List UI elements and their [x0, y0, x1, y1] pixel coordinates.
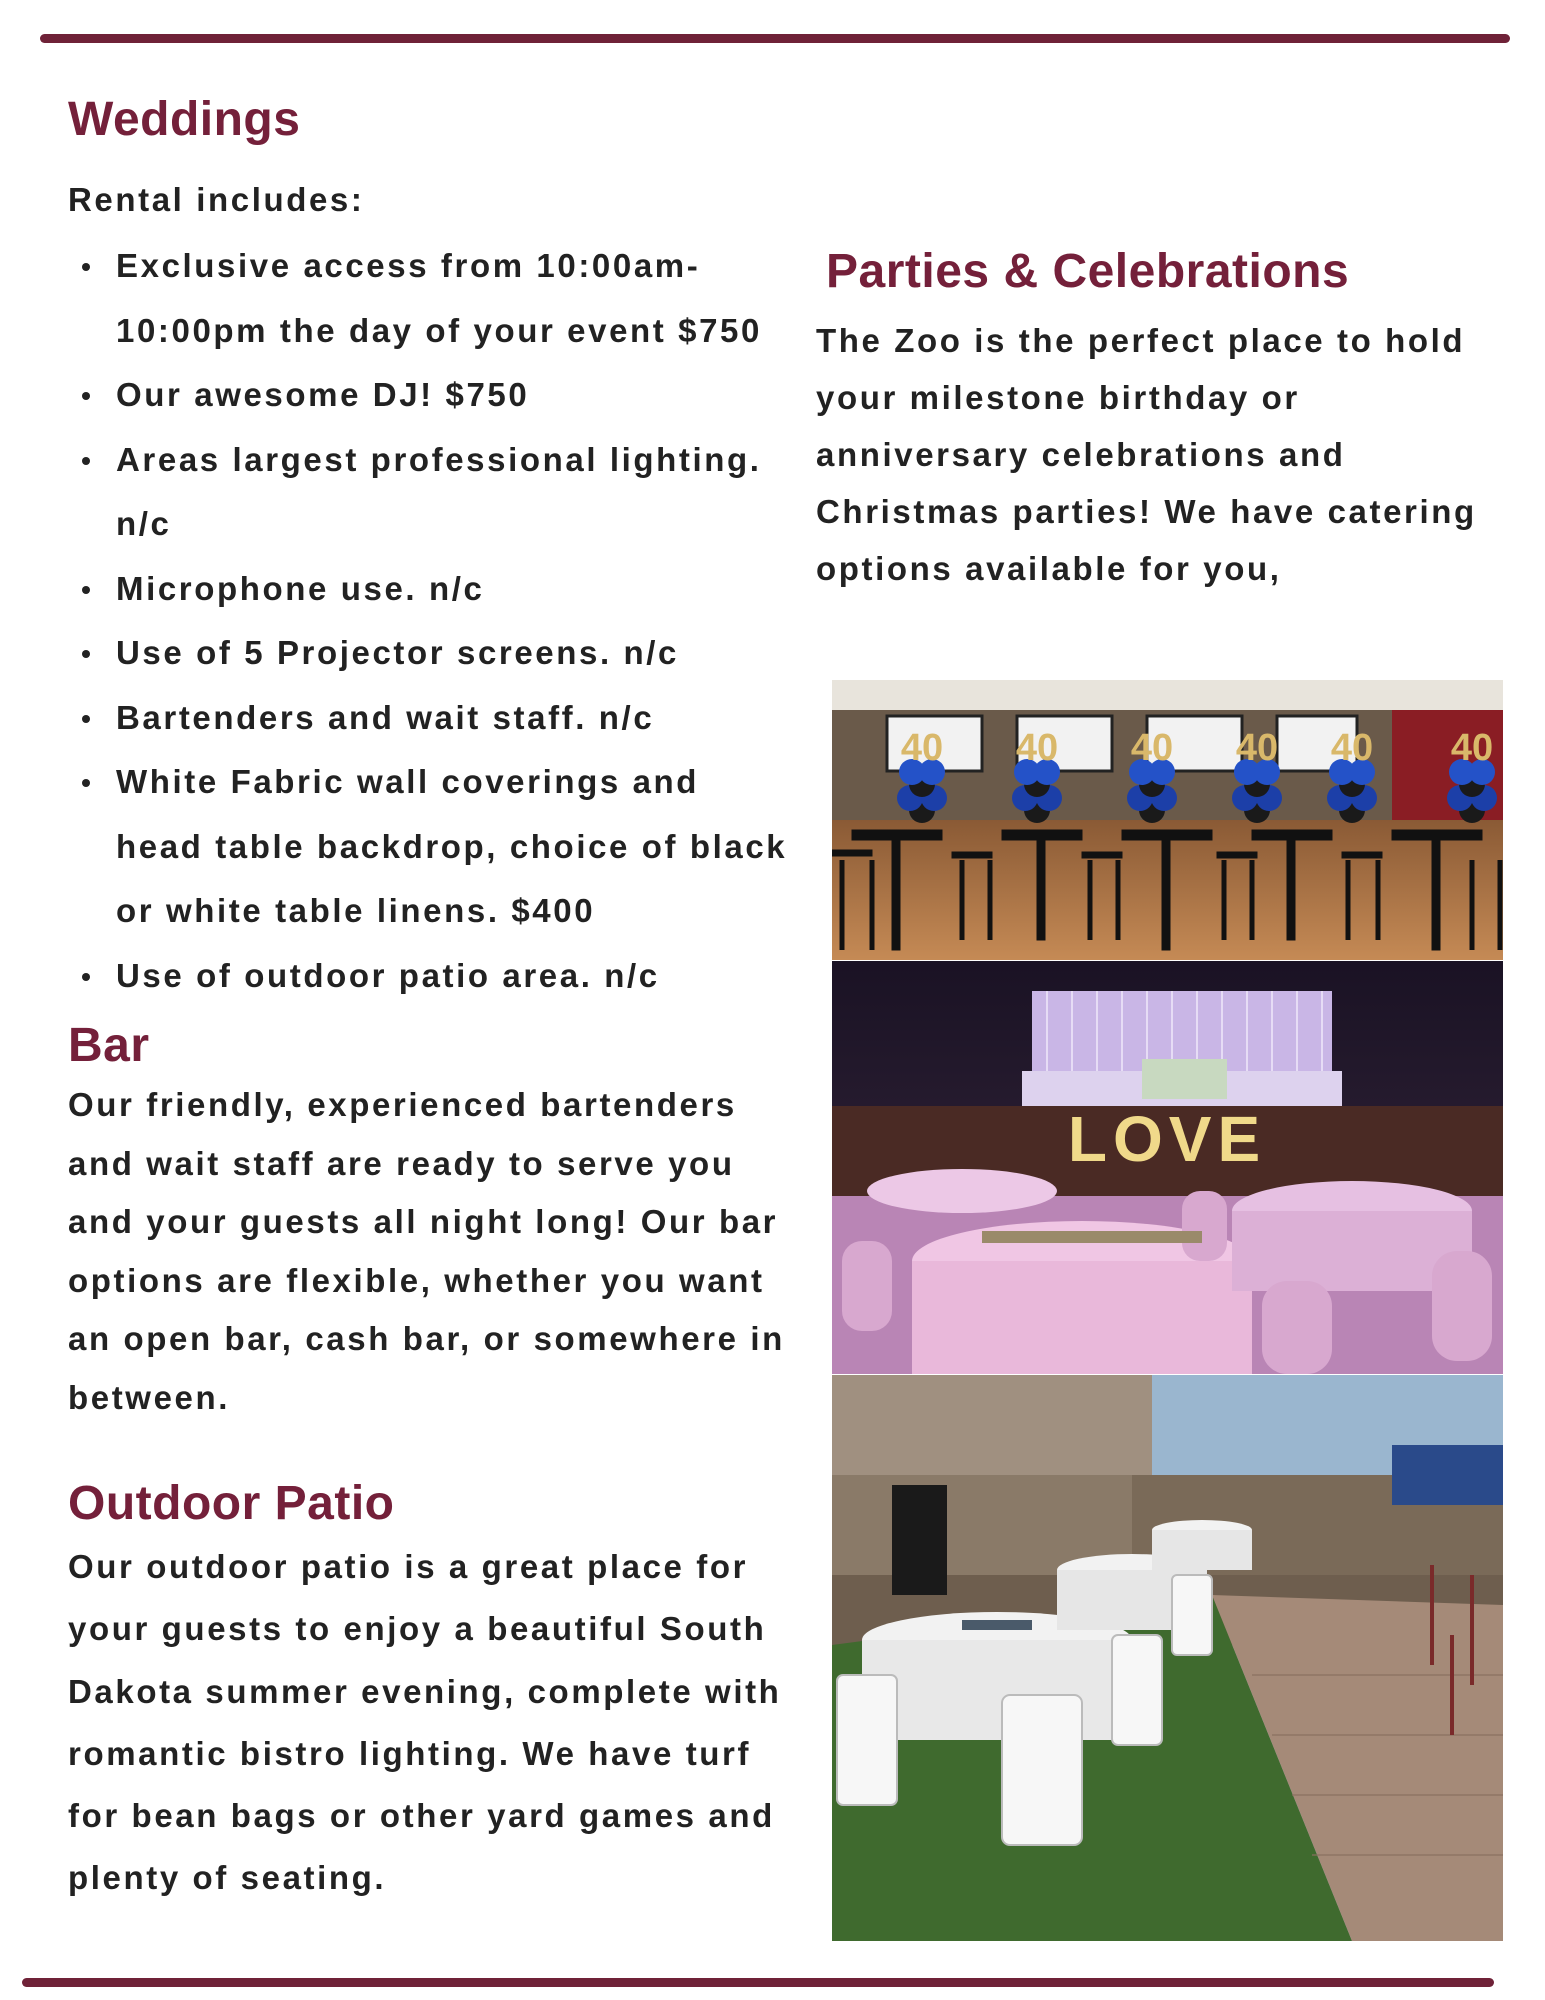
bar-heading: Bar [68, 1019, 150, 1072]
top-divider [40, 34, 1510, 43]
balloon-number: 40 [1330, 727, 1374, 769]
rental-items-list [68, 234, 788, 1008]
balloon-stack [1447, 727, 1497, 823]
balloon-stack [1012, 727, 1062, 823]
balloon-number: 40 [1015, 727, 1059, 769]
balloon-stack [897, 727, 947, 823]
balloon-stack [1327, 727, 1377, 823]
rental-includes-label: Rental includes: [68, 181, 365, 218]
list-item: Use of outdoor patio area. n/c [68, 944, 788, 1009]
parties-heading: Parties & Celebrations [826, 245, 1350, 298]
list-item: White Fabric wall coverings and head table backdrop, choice of black or white table linens. $400 [68, 750, 788, 944]
list-item: Microphone use. n/c [68, 557, 788, 622]
outdoor-patio-photo [832, 1375, 1503, 1941]
list-item: Bartenders and wait staff. n/c [68, 686, 788, 751]
outdoor-patio-description: Our outdoor patio is a great place for your guests to enjoy a beautiful South Dakota summer evening, complete with romantic bistro lighting. We have turf for bean bags or other yard games and plenty of seating. [68, 1548, 782, 1897]
love-sign: LOVE [1067, 1103, 1267, 1175]
bottom-divider [22, 1978, 1494, 1987]
balloon-stack [1127, 727, 1177, 823]
bar-description: Our friendly, experienced bartenders and wait staff are ready to serve you and your guests all night long! Our bar options are flexible, whether you want an open bar, cash bar, or somewhere in between. [68, 1086, 785, 1416]
balloon-number: 40 [1450, 727, 1494, 769]
party-room-photo [832, 680, 1503, 960]
balloon-number: 40 [1130, 727, 1174, 769]
balloon-stack [1232, 727, 1282, 823]
weddings-heading: Weddings [68, 93, 301, 146]
list-item: Exclusive access from 10:00am-10:00pm the day of your event $750 [68, 234, 788, 363]
list-item: Areas largest professional lighting. n/c [68, 428, 788, 557]
list-item: Our awesome DJ! $750 [68, 363, 788, 428]
balloon-number: 40 [1235, 727, 1279, 769]
parties-description: The Zoo is the perfect place to hold your milestone birthday or anniversary celebrations and Christmas parties! We have catering options available for you, [816, 322, 1477, 587]
list-item: Use of 5 Projector screens. n/c [68, 621, 788, 686]
wedding-reception-photo [832, 961, 1503, 1374]
balloon-number: 40 [900, 727, 944, 769]
outdoor-patio-heading: Outdoor Patio [68, 1477, 395, 1530]
